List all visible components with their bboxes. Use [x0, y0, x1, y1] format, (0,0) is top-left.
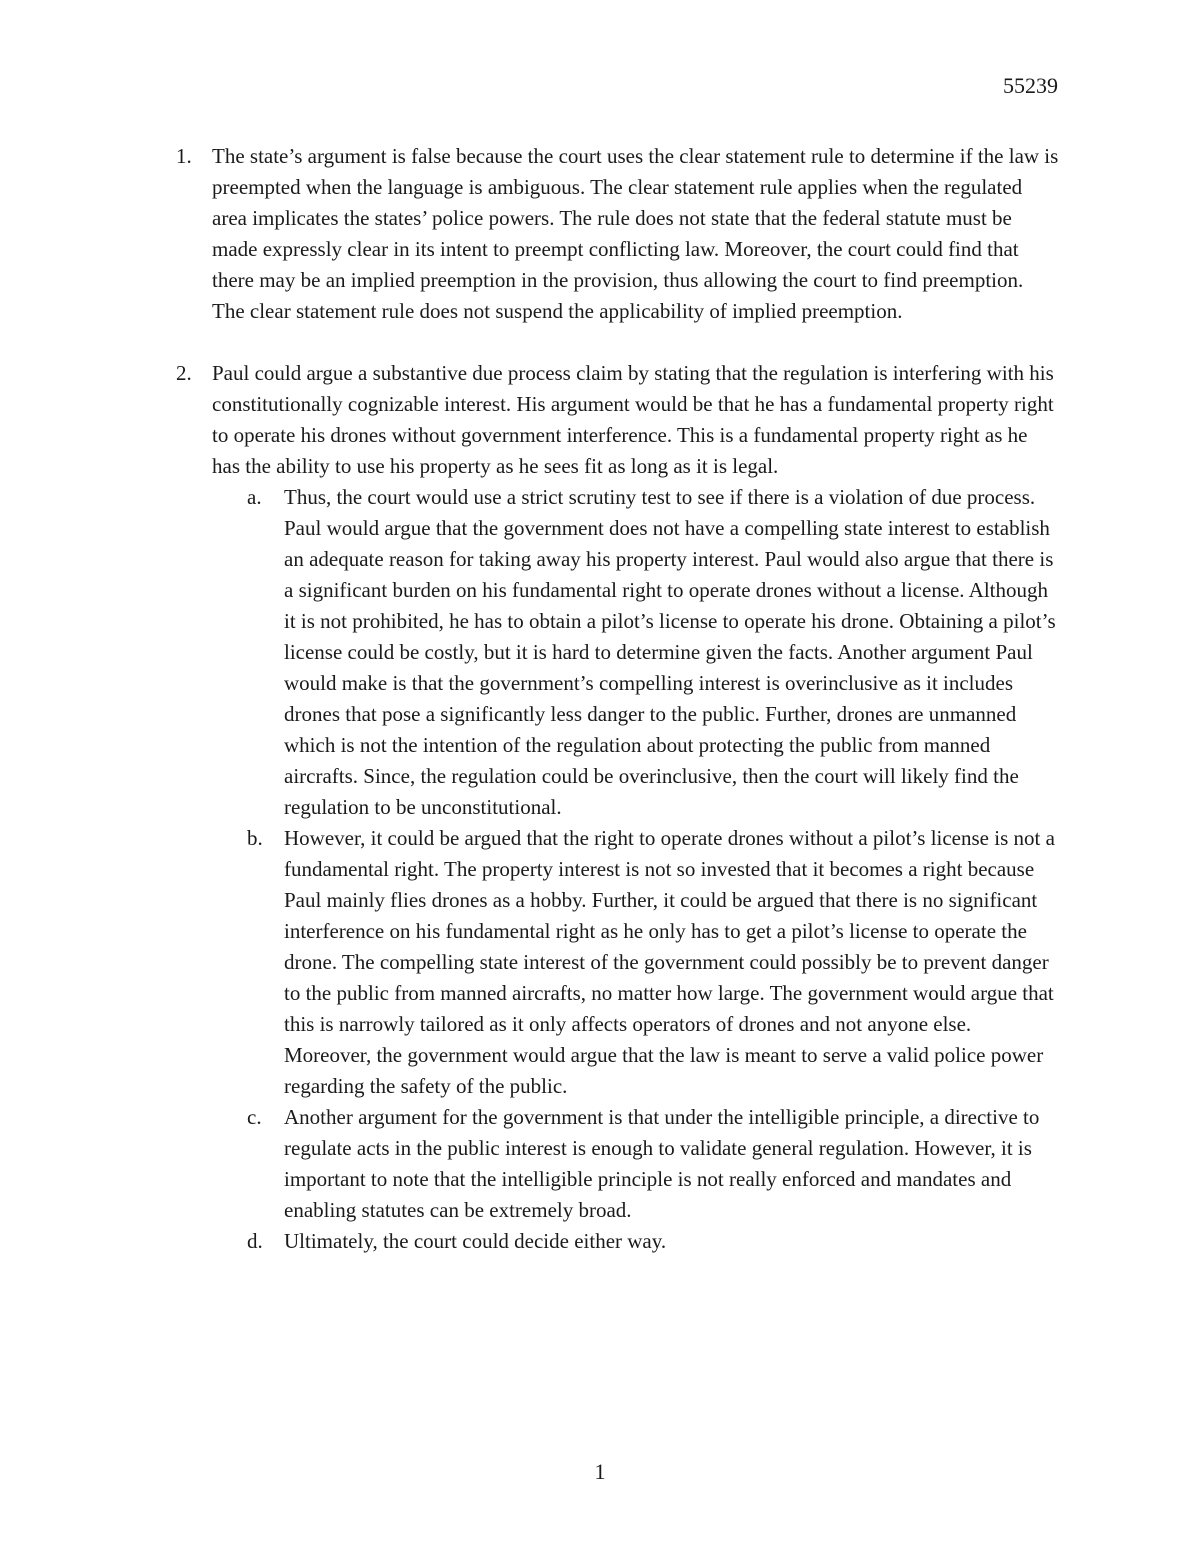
page-number: 1: [594, 1459, 606, 1484]
list-marker: 1.: [176, 144, 192, 168]
sublist-item-d: [212, 1226, 1060, 1257]
paragraph-text: Ultimately, the court could decide either way.: [284, 1229, 667, 1253]
sublist-item-a: [212, 482, 1060, 823]
sublist-marker: a.: [247, 485, 262, 509]
paragraph-text: Paul could argue a substantive due process claim by stating that the regulation is interfering with his constitutionally cognizable interest. His argument would be that he has a fundamental property right to operate his drones without government interference. This is a fundamental property right as he has the ability to use his property as he sees fit as long as it is legal.: [212, 361, 1054, 478]
list-item-2: [170, 358, 1060, 1257]
sublist-marker: b.: [247, 826, 263, 850]
sublist-marker: c.: [247, 1105, 262, 1129]
document-body: [170, 141, 1060, 1257]
paragraph-text: Another argument for the government is that under the intelligible principle, a directive to regulate acts in the public interest is enough to validate general regulation. However, it is important to note that the intelligible principle is not really enforced and mandates and enabling statutes can be extremely broad.: [284, 1105, 1040, 1222]
sublist-item-b: [212, 823, 1060, 1102]
sublist: [212, 482, 1060, 1257]
list-item-1: [170, 141, 1060, 327]
document-id: 55239: [1003, 73, 1058, 98]
sublist-marker: d.: [247, 1229, 263, 1253]
paragraph-text: The state’s argument is false because the court uses the clear statement rule to determine if the law is preempted when the language is ambiguous. The clear statement rule applies when the regulated area implicates the states’ police powers. The rule does not state that the federal statute must be made expressly clear in its intent to preempt conflicting law. Moreover, the court could find that there may be an implied preemption in the provision, thus allowing the court to find preemption. The clear statement rule does not suspend the applicability of implied preemption.: [212, 144, 1059, 323]
sublist-item-c: [212, 1102, 1060, 1226]
paragraph-text: Thus, the court would use a strict scrutiny test to see if there is a violation of due process. Paul would argue that the government does not have a compelling state interest to establish an adequate reason for taking away his property interest. Paul would also argue that there is a significant burden on his fundamental right to operate drones without a license. Although it is not prohibited, he has to obtain a pilot’s license to operate his drone. Obtaining a pilot’s license could be costly, but it is hard to determine given the facts. Another argument Paul would make is that the government’s compelling interest is overinclusive as it includes drones that pose a significantly less danger to the public. Further, drones are unmanned which is not the intention of the regulation about protecting the public from manned aircrafts. Since, the regulation could be overinclusive, then the court will likely find the regulation to be unconstitutional.: [284, 485, 1056, 819]
paragraph-text: However, it could be argued that the right to operate drones without a pilot’s license is not a fundamental right. The property interest is not so invested that it becomes a right because Paul mainly flies drones as a hobby. Further, it could be argued that there is no significant interference on his fundamental right as he only has to get a pilot’s license to operate the drone. The compelling state interest of the government could possibly be to prevent danger to the public from manned aircrafts, no matter how large. The government would argue that this is narrowly tailored as it only affects operators of drones and not anyone else. Moreover, the government would argue that the law is meant to serve a valid police power regarding the safety of the public.: [284, 826, 1055, 1098]
list-marker: 2.: [176, 361, 192, 385]
